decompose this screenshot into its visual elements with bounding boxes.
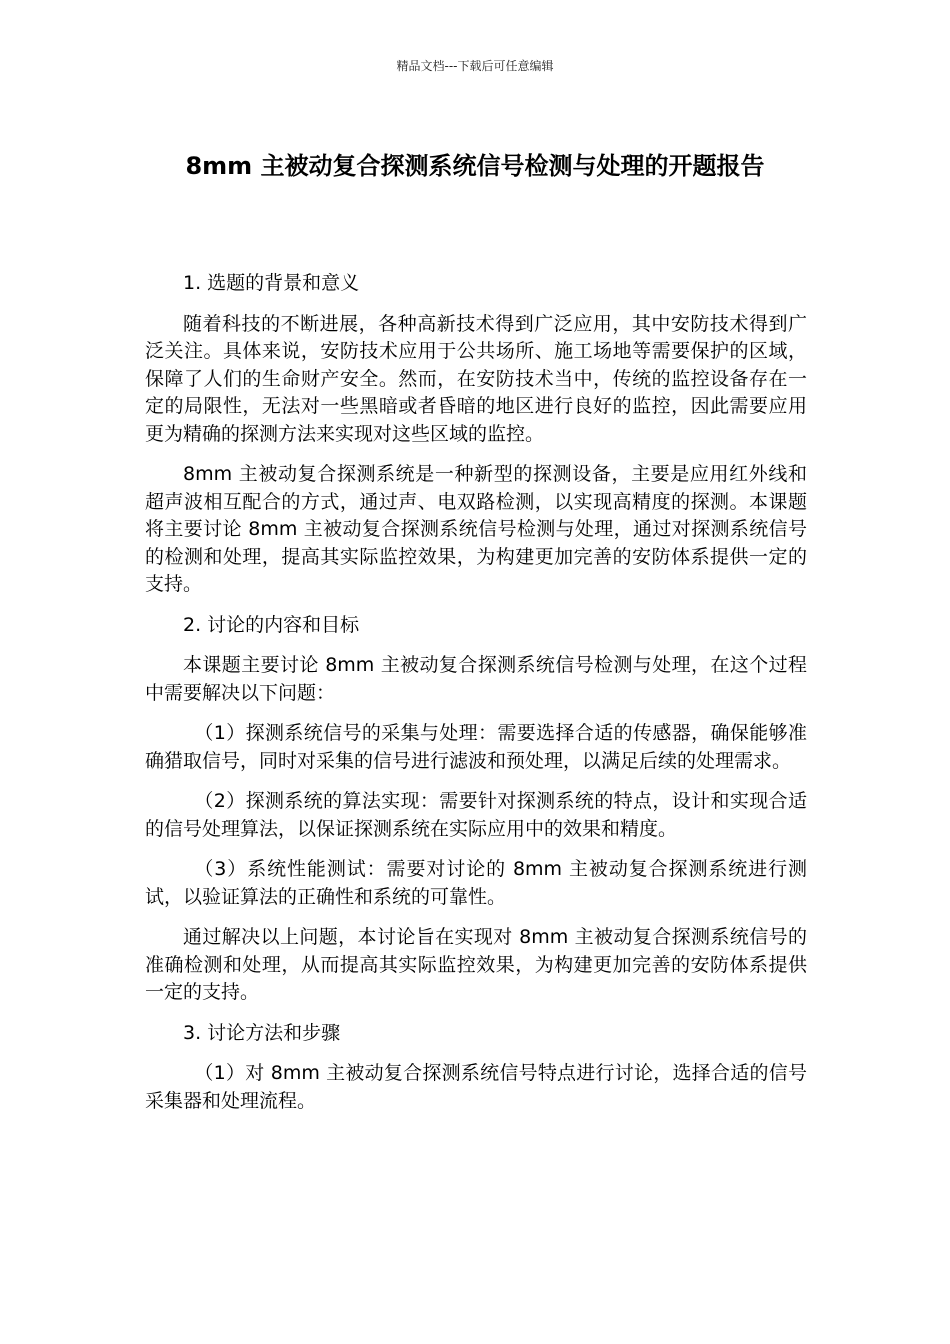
list-item-content-2: （2）探测系统的算法实现：需要针对探测系统的特点，设计和实现合适的信号处理算法，以保证探测系统在实际应用中的效果和精度。 xyxy=(145,790,807,840)
paragraph-content-conclusion: 通过解决以上问题，本讨论旨在实现对 8mm 主被动复合探测系统信号的准确检测和处理，从而提高其实际监控效果，为构建更加完善的安防体系提供一定的支持。 xyxy=(145,926,807,1003)
section-heading-methods: 3. 讨论方法和步骤 xyxy=(183,1021,341,1044)
section-heading-background: 1. 选题的背景和意义 xyxy=(183,272,360,294)
list-item-content-3: （3）系统性能测试：需要对讨论的 8mm 主被动复合探测系统进行测试，以验证算法的正确性和系统的可靠性。 xyxy=(145,858,807,908)
header-note: 精品文档---下载后可任意编辑 xyxy=(396,59,554,73)
paragraph-background-1: 随着科技的不断进展，各种高新技术得到广泛应用，其中安防技术得到广泛关注。具体来说，安防技术应用于公共场所、施工场地等需要保护的区域，保障了人们的生命财产安全。然而，在安防技术当中，传统的监控设备存在一定的局限性，无法对一些黑暗或者昏暗的地区进行良好的监控，因此需要应用更为精确的探测方法来实现对这些区域的监控。 xyxy=(145,312,807,445)
paragraph-content-intro: 本课题主要讨论 8mm 主被动复合探测系统信号检测与处理，在这个过程中需要解决以下问题： xyxy=(145,654,807,704)
paragraph-background-2: 8mm 主被动复合探测系统是一种新型的探测设备，主要是应用红外线和超声波相互配合的方式，通过声、电双路检测，以实现高精度的探测。本课题将主要讨论 8mm 主被动复合探测系统信号检测与处理，通过对探测系统信号的检测和处理，提高其实际监控效果，为构建更加完善的安防体系提供一定的支持。 xyxy=(145,463,807,595)
document-body xyxy=(145,270,807,1128)
list-item-methods-1: （1）对 8mm 主被动复合探测系统信号特点进行讨论，选择合适的信号采集器和处理流程。 xyxy=(145,1062,807,1112)
document-title: 8mm 主被动复合探测系统信号检测与处理的开题报告 xyxy=(185,152,765,180)
list-item-content-1: （1）探测系统信号的采集与处理：需要选择合适的传感器，确保能够准确猎取信号，同时对采集的信号进行滤波和预处理，以满足后续的处理需求。 xyxy=(145,722,807,772)
section-heading-content-goals: 2. 讨论的内容和目标 xyxy=(183,613,360,636)
